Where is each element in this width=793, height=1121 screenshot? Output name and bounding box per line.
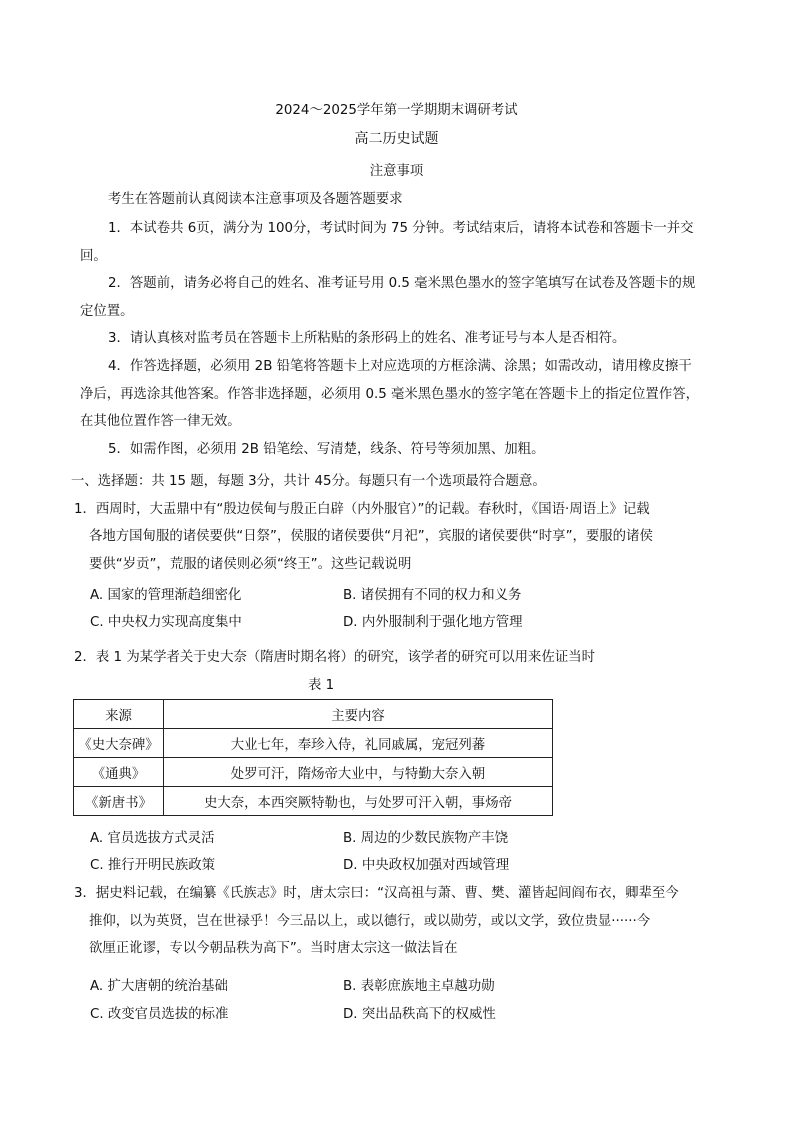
table-header-content: 主要内容 — [164, 700, 553, 729]
notice-item-4-line-3: 在其他位置作答一律无效。 — [80, 414, 241, 429]
question-1-option-a: A. 国家的管理渐趋细密化 — [90, 588, 242, 603]
question-3-option-a: A. 扩大唐朝的统治基础 — [90, 979, 228, 994]
question-1-line-1: 1．西周时，大盂鼎中有“殷边侯甸与殷正白辟（内外服官）”的记载。春秋时，《国语·周语上》记载 — [74, 502, 650, 517]
notice-item-2-line-2: 定位置。 — [80, 304, 134, 319]
notice-heading: 注意事项 — [369, 164, 424, 179]
exam-title: 2024～2025学年第一学期期末调研考试 — [275, 103, 518, 118]
question-1-option-c: C. 中央权力实现高度集中 — [90, 615, 242, 630]
notice-item-1-line-1: 1．本试卷共 6页，满分为 100分，考试时间为 75 分钟。考试结束后，请将本试卷和答题卡一并交 — [108, 221, 694, 236]
question-3-option-b: B. 表彰庶族地主卓越功勋 — [343, 979, 495, 994]
table-cell-content: 大业七年，奉珍入侍，礼同戚属，宠冠列蕃 — [164, 729, 553, 758]
question-2-option-b: B. 周边的少数民族物产丰饶 — [343, 831, 508, 846]
notice-item-2-line-1: 2．答题前，请务必将自己的姓名、准考证号用 0.5 毫米黑色墨水的签字笔填写在试卷及答题卡的规 — [108, 276, 696, 291]
source-table — [73, 699, 553, 816]
question-3-line-2: 推仰，以为英贤，岂在世禄乎！今三品以上，或以德行，或以勋劳，或以文学，致位贵显······今 — [89, 914, 651, 929]
question-3-option-d: D. 突出品秩高下的权威性 — [343, 1007, 496, 1022]
question-2-line-1: 2．表 1 为某学者关于史大奈（隋唐时期名将）的研究，该学者的研究可以用来佐证当时 — [74, 650, 596, 665]
table-caption: 表 1 — [308, 678, 335, 693]
question-1-option-b: B. 诸侯拥有不同的权力和义务 — [343, 588, 522, 603]
table-cell-source: 《通典》 — [74, 758, 164, 787]
question-2-option-c: C. 推行开明民族政策 — [90, 858, 215, 873]
notice-item-3: 3．请认真核对监考员在答题卡上所粘贴的条形码上的姓名、准考证号与本人是否相符。 — [108, 331, 626, 346]
question-3-line-3: 欲厘正讹谬，专以今朝品秩为高下”。当时唐太宗这一做法旨在 — [89, 941, 458, 956]
notice-item-5: 5．如需作图，必须用 2B 铅笔绘、写清楚，线条、符号等须加黑、加粗。 — [108, 442, 545, 457]
notice-intro: 考生在答题前认真阅读本注意事项及各题答题要求 — [108, 192, 403, 207]
notice-item-1-line-2: 回。 — [80, 249, 107, 264]
question-2-option-d: D. 中央政权加强对西域管理 — [343, 858, 510, 873]
table-cell-content: 史大奈，本西突厥特勒也，与处罗可汗入朝，事炀帝 — [164, 787, 553, 816]
exam-subtitle: 高二历史试题 — [354, 131, 439, 147]
table-header-source: 来源 — [74, 700, 164, 729]
notice-item-4-line-2: 净后，再选涂其他答案。作答非选择题，必须用 0.5 毫米黑色墨水的签字笔在答题卡上的指定位置作答， — [80, 387, 699, 402]
table-row — [74, 787, 553, 816]
question-3-option-c: C. 改变官员选拔的标准 — [90, 1007, 229, 1022]
question-1-line-2: 各地方国甸服的诸侯要供“日祭”，侯服的诸侯要供“月祀”，宾服的诸侯要供“时享”，要服的诸侯 — [89, 529, 653, 544]
table-cell-source: 《史大奈碑》 — [74, 729, 164, 758]
question-3-line-1: 3．据史料记载，在编纂《氏族志》时，唐太宗曰：“汉高祖与萧、曹、樊、灌皆起闾阎布衣，卿辈至今 — [74, 886, 679, 901]
question-1-line-3: 要供“岁贡”，荒服的诸侯则必须“终王”。这些记载说明 — [89, 557, 412, 572]
table-cell-source: 《新唐书》 — [74, 787, 164, 816]
notice-item-4-line-1: 4．作答选择题，必须用 2B 铅笔将答题卡上对应选项的方框涂满、涂黑；如需改动，请用橡皮擦干 — [108, 359, 692, 374]
table-row — [74, 758, 553, 787]
table-cell-content: 处罗可汗，隋炀帝大业中，与特勤大奈入朝 — [164, 758, 553, 787]
question-2-option-a: A. 官员选拔方式灵活 — [90, 831, 215, 846]
section-heading: 一、选择题：共 15 题，每题 3分，共计 45分。每题只有一个选项最符合题意。 — [71, 474, 546, 489]
table-row — [74, 729, 553, 758]
question-1-option-d: D. 内外服制利于强化地方管理 — [343, 615, 523, 630]
table-header-row — [74, 700, 553, 729]
